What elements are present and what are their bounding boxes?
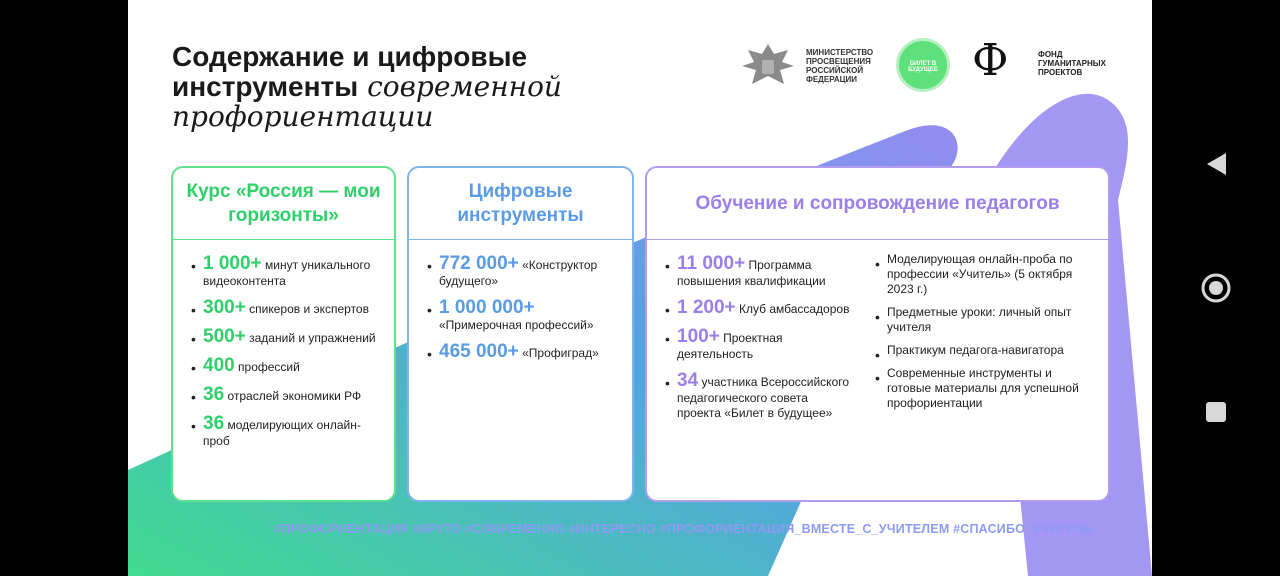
card-teachers-title: Обучение и сопровождение педагогов [647, 168, 1108, 240]
list-item: • 500+ заданий и упражнений [191, 327, 380, 347]
card-teachers-list [647, 240, 865, 421]
list-item: • 36 моделирующих онлайн-проб [191, 414, 380, 449]
back-triangle-icon [1204, 151, 1228, 177]
card-course-list [173, 240, 394, 449]
recents-square-icon [1205, 401, 1227, 423]
home-circle-icon [1200, 272, 1232, 304]
card-teachers-list-2 [865, 240, 1108, 411]
card-digital-tools-list [409, 240, 632, 362]
list-item: • 11 000+ Программа повышения квалификации [665, 254, 851, 289]
list-item: • 34 участника Всероссийского педагогического совета проекта «Билет в будущее» [665, 371, 851, 421]
list-item: • 772 000+ «Конструктор будущего» [427, 254, 618, 289]
recents-button[interactable] [1152, 382, 1280, 442]
list-item: • Моделирующая онлайн-проба по профессии «Учитель» (5 октября 2023 г.) [875, 252, 1094, 297]
fund-text: ФОНД ГУМАНИТАРНЫХ ПРОЕКТОВ [1038, 50, 1106, 77]
fund-symbol-icon: Ф [972, 35, 1009, 86]
card-digital-tools [407, 166, 634, 502]
eagle-emblem-icon [738, 40, 798, 92]
list-item: • 100+ Проектная деятельность [665, 327, 851, 362]
back-button[interactable] [1152, 134, 1280, 194]
fund-logo [972, 35, 1122, 90]
list-item: • 465 000+ «Профиград» [427, 342, 618, 362]
home-button[interactable] [1152, 258, 1280, 318]
ministry-logo [738, 40, 878, 92]
card-course-title: Курс «Россия — мои горизонты» [173, 168, 394, 240]
card-teachers [645, 166, 1110, 502]
title-line1: Содержание и цифровые [172, 41, 528, 72]
ticket-logo-text: БИЛЕТ В БУДУЩЕЕ [908, 61, 938, 73]
list-item: • Практикум педагога-навигатора [875, 343, 1094, 358]
slide-title [172, 42, 562, 132]
list-item: • Предметные уроки: личный опыт учителя [875, 305, 1094, 335]
card-course [171, 166, 396, 502]
ticket-logo [896, 38, 950, 92]
presentation-slide [128, 0, 1152, 576]
list-item: • 1 000 000+ «Примерочная профессий» [427, 298, 618, 333]
android-nav-bar [1152, 0, 1280, 576]
list-item: • 400 профессий [191, 356, 380, 376]
title-line2-bold: инструменты [172, 71, 359, 102]
list-item: • 1 000+ минут уникального видеоконтента [191, 254, 380, 289]
list-item: • 300+ спикеров и экспертов [191, 298, 380, 318]
list-item: • Современные инструменты и готовые материалы для успешной профориентации [875, 366, 1094, 411]
ministry-text: МИНИСТЕРСТВО ПРОСВЕЩЕНИЯ РОССИЙСКОЙ ФЕДЕРАЦИИ [806, 48, 874, 84]
hashtags: #ПРОФОРИЕНТАЦИЯ #КРУТО #СОВРЕМЕННО #ИНТЕРЕСНО #ПРОФОРИЕНТАЦИЯ_ВМЕСТЕ_С_УЧИТЕЛЕМ #СПАСИБО_УЧИТЕЛЬ [274, 522, 1093, 536]
title-line3: профориентации [172, 100, 434, 133]
title-line2-italic: современной [358, 70, 562, 103]
list-item: • 36 отраслей экономики РФ [191, 385, 380, 405]
list-item: • 1 200+ Клуб амбассадоров [665, 298, 851, 318]
card-digital-tools-title: Цифровые инструменты [409, 168, 632, 240]
